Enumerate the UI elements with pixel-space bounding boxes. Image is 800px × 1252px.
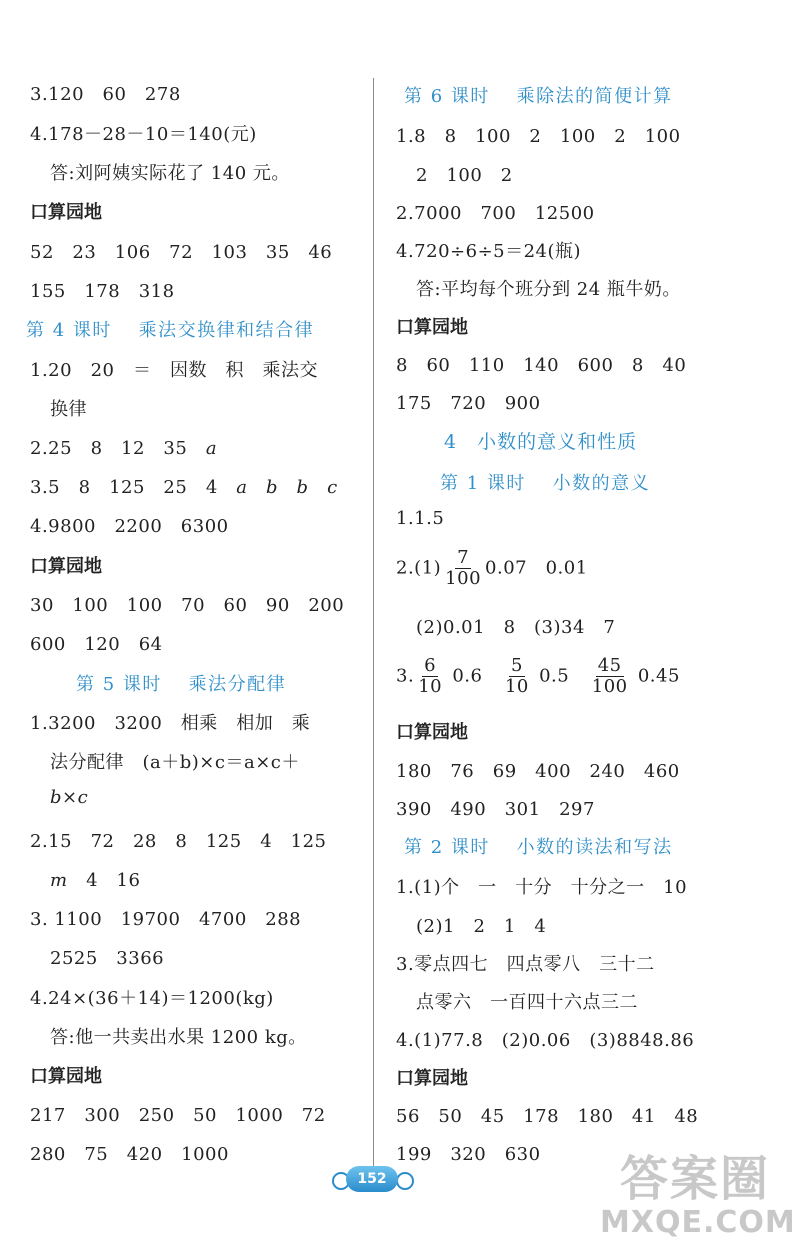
answer-line: 3.5 8 125 25 4 a b b c bbox=[30, 477, 338, 498]
answer-line: 390 490 301 297 bbox=[396, 799, 595, 820]
fraction: $\frac{7}{100}$ bbox=[445, 547, 482, 589]
column-divider bbox=[373, 78, 374, 1168]
section-heading: 口算园地 bbox=[396, 1068, 468, 1089]
answer-line: (2)1 2 1 4 bbox=[416, 916, 547, 937]
lesson-title: 第 6 课时 乘除法的简便计算 bbox=[404, 86, 673, 107]
section-heading: 口算园地 bbox=[396, 722, 468, 743]
answer-line: 1.20 20 ＝ 因数 积 乘法交 bbox=[30, 360, 318, 381]
answer-line: 3. 1100 19700 4700 288 bbox=[30, 909, 302, 930]
fraction: $\frac{45}{100}$ bbox=[591, 655, 628, 697]
answer-line: 2525 3366 bbox=[50, 948, 165, 969]
answer-line: 155 178 318 bbox=[30, 281, 175, 302]
answer-line: 点零六 一百四十六点三二 bbox=[416, 992, 638, 1013]
answer-line: 4.720÷6÷5＝24(瓶) bbox=[396, 241, 582, 262]
watermark-logo: 答案圈 MXQE.COM bbox=[600, 1151, 796, 1240]
answer-line: 199 320 630 bbox=[396, 1144, 541, 1165]
answer-line: 8 60 110 140 600 8 40 bbox=[396, 355, 687, 376]
answer-line: 4.24×(36＋14)＝1200(kg) bbox=[30, 988, 274, 1009]
fraction: $\frac{5}{10}$ bbox=[504, 655, 529, 697]
answer-line: 3. $\frac{6}{10}$ 0.6 $\frac{5}{10}$ 0.5 $\frac{45}{100}$ 0.45 bbox=[396, 655, 680, 697]
answer-line: 1.8 8 100 2 100 2 100 bbox=[396, 126, 681, 147]
answer-line: 答:他一共卖出水果 1200 kg。 bbox=[50, 1027, 307, 1048]
answer-line: 4.(1)77.8 (2)0.06 (3)8848.86 bbox=[396, 1030, 695, 1051]
answer-line: b×c bbox=[50, 787, 89, 808]
answer-line: 2.15 72 28 8 125 4 125 bbox=[30, 831, 327, 852]
answer-line: 52 23 106 72 103 35 46 bbox=[30, 242, 333, 263]
answer-line: m 4 16 bbox=[50, 870, 141, 891]
answer-line: 30 100 100 70 60 90 200 bbox=[30, 595, 345, 616]
page-ornament-right bbox=[396, 1172, 414, 1190]
answer-line: 3.120 60 278 bbox=[30, 84, 181, 105]
answer-line: 换律 bbox=[50, 399, 87, 420]
section-heading: 口算园地 bbox=[30, 1066, 102, 1087]
answer-line: 2.25 8 12 35 a bbox=[30, 438, 218, 459]
lesson-title: 第 1 课时 小数的意义 bbox=[440, 473, 651, 494]
answer-line: 175 720 900 bbox=[396, 393, 541, 414]
answer-line: 1.(1)个 一 十分 十分之一 10 bbox=[396, 877, 688, 898]
answer-line: 600 120 64 bbox=[30, 634, 163, 655]
answer-line: 1.1.5 bbox=[396, 508, 445, 529]
answer-line: (2)0.01 8 (3)34 7 bbox=[416, 617, 616, 638]
answer-line: 答:刘阿姨实际花了 140 元。 bbox=[50, 163, 290, 184]
fraction: $\frac{6}{10}$ bbox=[418, 655, 443, 697]
unit-title: 4 小数的意义和性质 bbox=[444, 431, 638, 453]
answer-line: 2 100 2 bbox=[416, 165, 513, 186]
answer-line: 答:平均每个班分到 24 瓶牛奶。 bbox=[416, 279, 681, 300]
answer-line: 3.零点四七 四点零八 三十二 bbox=[396, 954, 655, 975]
answer-line: 4.178－28－10＝140(元) bbox=[30, 124, 257, 145]
answer-line: 180 76 69 400 240 460 bbox=[396, 761, 680, 782]
lesson-title: 第 5 课时 乘法分配律 bbox=[76, 674, 287, 695]
answer-line: 2.7000 700 12500 bbox=[396, 203, 595, 224]
answer-line: 280 75 420 1000 bbox=[30, 1144, 229, 1165]
section-heading: 口算园地 bbox=[30, 202, 102, 223]
answer-line: 56 50 45 178 180 41 48 bbox=[396, 1106, 699, 1127]
answer-line: 法分配律 (a＋b)×c＝a×c＋ bbox=[50, 752, 300, 773]
section-heading: 口算园地 bbox=[30, 556, 102, 577]
answer-line: 1.3200 3200 相乘 相加 乘 bbox=[30, 713, 311, 734]
answer-line: 217 300 250 50 1000 72 bbox=[30, 1105, 326, 1126]
lesson-title: 第 2 课时 小数的读法和写法 bbox=[404, 837, 673, 858]
lesson-title: 第 4 课时 乘法交换律和结合律 bbox=[26, 320, 315, 341]
section-heading: 口算园地 bbox=[396, 317, 468, 338]
answer-line: 4.9800 2200 6300 bbox=[30, 516, 229, 537]
page-number: 152 bbox=[346, 1166, 398, 1192]
answer-line: 2.(1) $\frac{7}{100}$ 0.07 0.01 bbox=[396, 547, 588, 589]
